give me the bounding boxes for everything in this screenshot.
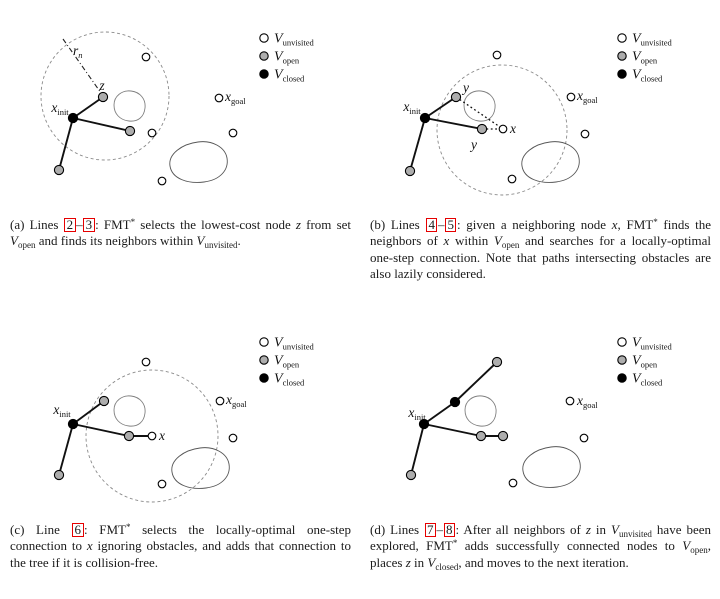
legend-label-closed: $V_{closed}$ <box>274 371 305 388</box>
set-subscript: closed <box>435 561 459 572</box>
legend-unvisited-icon <box>618 338 626 346</box>
subfigure-a <box>0 0 360 300</box>
obstacle-small <box>464 91 495 121</box>
node-unvisited <box>142 358 150 366</box>
fmt-star-superscript: * <box>126 522 131 532</box>
tree-edge <box>73 97 103 118</box>
set-subscript: open <box>690 545 708 556</box>
math-label: y <box>471 137 477 152</box>
node-unvisited <box>158 480 166 488</box>
node-unvisited <box>493 51 501 59</box>
diagram-b <box>360 0 720 205</box>
diagram-a <box>0 0 360 205</box>
math-var: z <box>585 522 591 537</box>
math-label: $x_{init}$ <box>51 100 69 117</box>
legend-label-unvisited: $V_{unvisited}$ <box>632 31 672 48</box>
tree-edge <box>424 424 481 436</box>
node-open <box>477 124 486 133</box>
caption-c: (c) Line 6 : FMT* selects the locally-optimal one-step connection to x ignoring obstacles, and adds that connection to the tree if it is collision-free. <box>10 522 352 570</box>
node-open <box>498 431 507 440</box>
tree-edge <box>73 118 130 131</box>
node-unvisited <box>509 479 517 487</box>
subfigure-c <box>0 300 360 599</box>
legend-open-icon <box>618 356 626 364</box>
tree-edge <box>59 118 73 170</box>
line-number-box: 2 <box>64 218 76 232</box>
node-unvisited <box>580 434 588 442</box>
node-unvisited <box>566 397 574 405</box>
set-symbol: V <box>493 233 502 249</box>
line-number-box: 5 <box>445 218 457 232</box>
legend-unvisited-icon <box>618 34 626 42</box>
math-label: x <box>159 428 165 443</box>
legend-label-closed: $V_{closed}$ <box>632 371 663 388</box>
node-open <box>451 92 460 101</box>
tree-edge <box>73 424 129 436</box>
legend-label-open: $V_{open}$ <box>632 49 658 66</box>
set-subscript: unvisited <box>204 240 238 251</box>
legend-label-open: $V_{open}$ <box>274 353 300 370</box>
legend-unvisited-icon <box>260 338 268 346</box>
node-open <box>98 92 107 101</box>
tree-edge <box>410 118 425 171</box>
tree-edge <box>73 401 104 424</box>
math-var: x <box>443 233 450 249</box>
node-open <box>406 470 415 479</box>
obstacle-large <box>170 142 227 183</box>
fmt-star-superscript: * <box>130 217 136 227</box>
legend <box>618 336 673 388</box>
legend <box>260 336 315 388</box>
legend-label-closed: $V_{closed}$ <box>632 67 663 84</box>
obstacle-large <box>523 447 580 488</box>
math-var: x <box>86 538 93 554</box>
tree-edge <box>424 402 455 424</box>
legend-label-closed: $V_{closed}$ <box>274 67 305 84</box>
obstacle-small <box>114 396 145 426</box>
node-unvisited <box>216 397 224 405</box>
legend <box>618 32 673 84</box>
subfigure-d <box>360 300 720 599</box>
set-subscript: open <box>17 240 36 251</box>
obstacle-small <box>465 396 496 426</box>
legend-closed-icon <box>618 374 626 382</box>
set-symbol: V <box>610 522 619 537</box>
node-unvisited <box>215 94 223 102</box>
line-number-box: 6 <box>72 523 84 537</box>
obstacle-large <box>172 448 229 489</box>
diagram-c <box>0 300 360 510</box>
node-unvisited <box>567 93 575 101</box>
node-open <box>476 431 485 440</box>
legend-closed-icon <box>260 374 268 382</box>
legend-unvisited-icon <box>260 34 268 42</box>
math-label: z <box>99 78 105 93</box>
legend-label-open: $V_{open}$ <box>632 353 658 370</box>
node-open <box>405 166 414 175</box>
math-label: $x_{init}$ <box>53 402 71 419</box>
node-open <box>124 431 133 440</box>
node-unvisited <box>158 177 166 185</box>
radius-label: $r_n$ <box>73 43 83 60</box>
set-symbol: V <box>196 233 205 249</box>
legend-open-icon <box>260 52 268 60</box>
node-closed <box>68 419 77 428</box>
math-label: x <box>510 121 516 136</box>
node-unvisited <box>229 434 237 442</box>
line-number-box: 8 <box>444 523 456 537</box>
obstacle-small <box>114 91 145 121</box>
fmt-star-superscript: * <box>653 217 658 227</box>
node-open <box>54 165 63 174</box>
caption-a: (a) Lines 2 – 3 : FMT* selects the lowest-cost node z from set $V_{open}$ and finds its neighbors within $V_{unvisited}$. <box>10 217 352 251</box>
legend <box>260 32 315 84</box>
tree-edge <box>411 424 424 475</box>
tree-edge <box>59 424 73 475</box>
math-label: $x_{goal}$ <box>577 393 598 410</box>
set-symbol: V <box>682 538 691 554</box>
fmt-star-superscript: * <box>452 538 458 549</box>
line-number-box: 3 <box>83 218 95 232</box>
math-var: x <box>611 217 618 232</box>
node-unvisited <box>229 129 237 137</box>
legend-label-unvisited: $V_{unvisited}$ <box>274 31 314 48</box>
node-closed <box>68 113 77 122</box>
node-unvisited <box>499 125 507 133</box>
node-closed <box>420 113 429 122</box>
math-var: z <box>405 554 411 570</box>
math-label: $x_{init}$ <box>408 405 426 422</box>
legend-label-open: $V_{open}$ <box>274 49 300 66</box>
tree-edge <box>425 97 456 118</box>
set-subscript: open <box>501 240 520 251</box>
node-unvisited <box>142 53 150 61</box>
legend-open-icon <box>618 52 626 60</box>
node-open <box>99 396 108 405</box>
legend-label-unvisited: $V_{unvisited}$ <box>632 335 672 352</box>
math-var: z <box>295 217 301 232</box>
node-unvisited <box>508 175 516 183</box>
node-open <box>54 470 63 479</box>
math-label: $x_{goal}$ <box>577 88 598 105</box>
set-subscript: unvisited <box>618 529 652 539</box>
candidate-edge-dotted <box>456 97 503 129</box>
node-unvisited <box>148 129 156 137</box>
set-symbol: V <box>10 233 18 249</box>
caption-d: (d) Lines 7 – 8 : After all neighbors of z in $V_{unvisited}$ have been explored, FMT* adds successfully connected nodes to $V_{open}$, places z in $V_{closed}$, and moves to the next iteration. <box>370 522 711 572</box>
node-unvisited <box>581 130 589 138</box>
node-closed <box>450 397 459 406</box>
legend-open-icon <box>260 356 268 364</box>
math-label: $x_{goal}$ <box>225 89 246 106</box>
subfigure-b <box>360 0 720 300</box>
math-label: $x_{init}$ <box>403 99 421 116</box>
math-label: $x_{goal}$ <box>226 392 247 409</box>
set-symbol: V <box>427 554 436 570</box>
legend-closed-icon <box>618 70 626 78</box>
legend-closed-icon <box>260 70 268 78</box>
legend-label-unvisited: $V_{unvisited}$ <box>274 335 314 352</box>
radius-dashdot-line <box>63 39 101 93</box>
node-open <box>492 357 501 366</box>
math-label: y <box>463 80 469 95</box>
line-number-box: 7 <box>425 523 437 537</box>
caption-b: (b) Lines 4 – 5 : given a neighboring node x, FMT* finds the neighbors of x within $V_{open}$ and searches for a locally-optimal one-step connection. Note that paths intersecting obstacles are also lazily considered. <box>370 217 712 282</box>
diagram-d <box>360 300 720 510</box>
node-open <box>125 126 134 135</box>
obstacle-large <box>522 142 579 183</box>
node-unvisited <box>148 432 156 440</box>
line-number-box: 4 <box>426 218 438 232</box>
